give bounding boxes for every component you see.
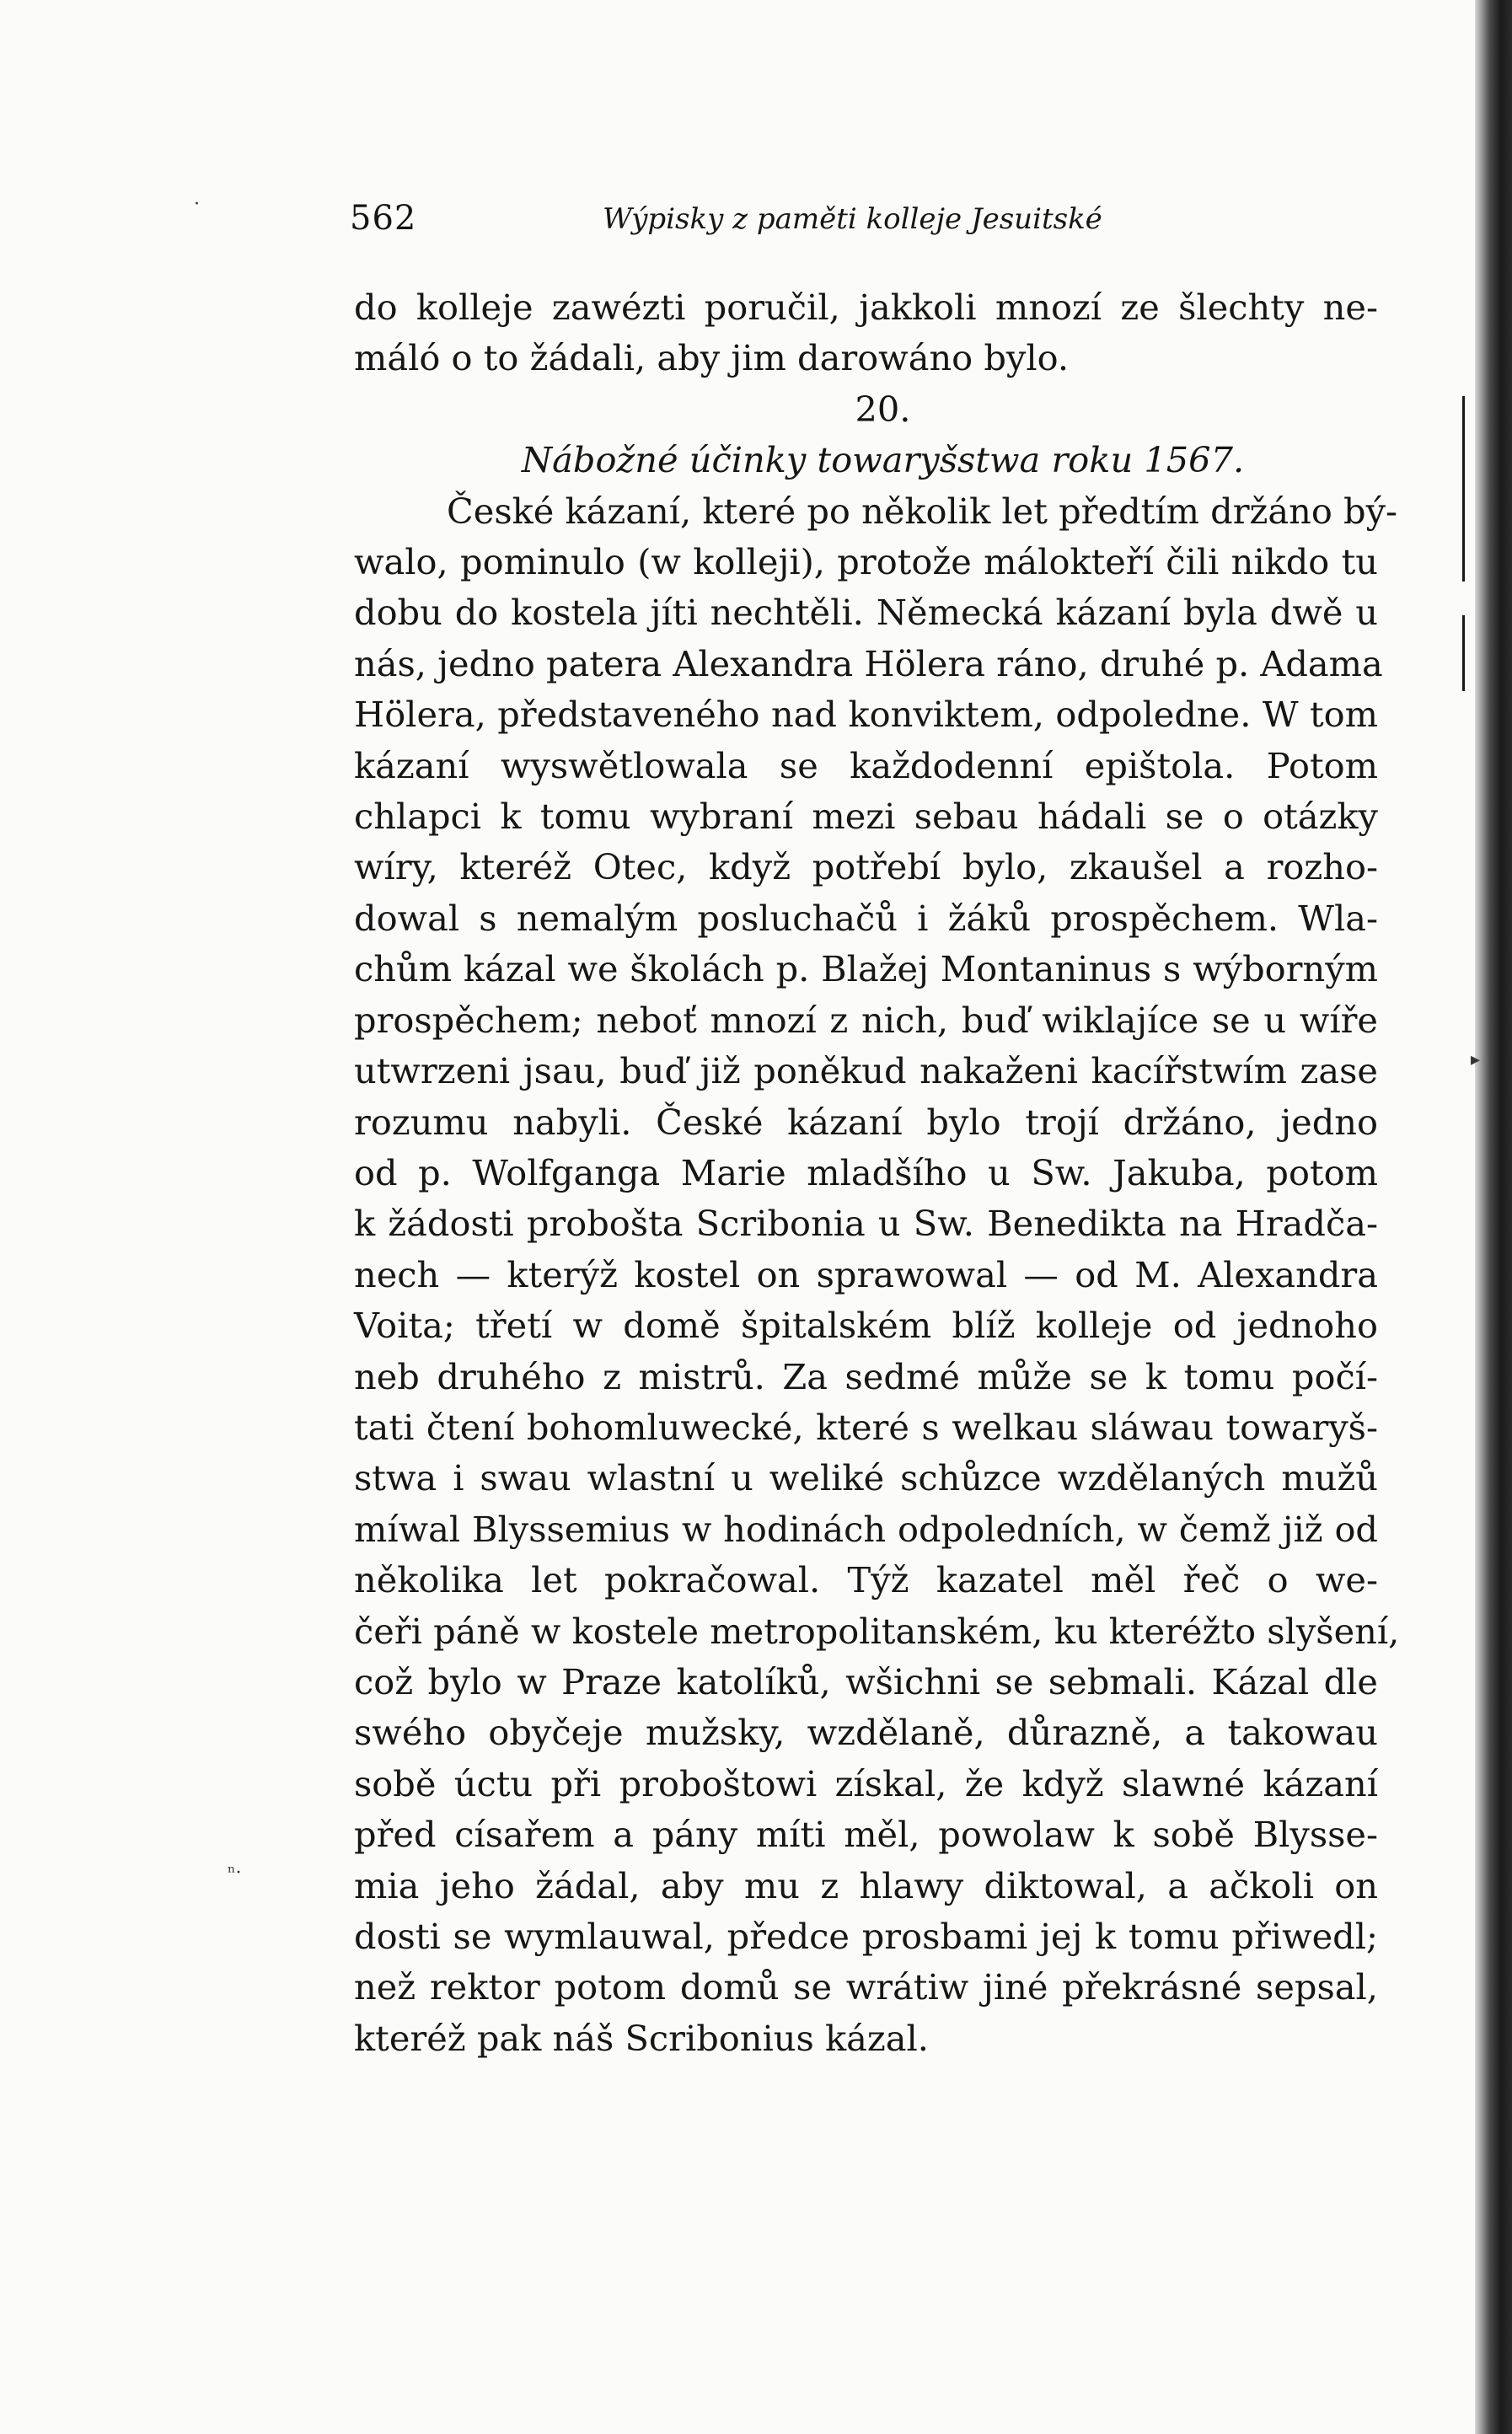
text-line: než rektor potom domů se wrátiw jiné překrásné sepsal, [354, 1966, 1378, 2008]
text-line: čeři páně w kostele metropolitanském, ku kteréžto slyšení, [354, 1610, 1400, 1652]
running-title: Wýpisky z paměti kolleje Jesuitské [603, 202, 1102, 236]
text-line: kteréž pak náš Scribonius kázal. [354, 2017, 929, 2059]
text-line: dowal s nemalým posluchačů i žáků prospěchem. Wla- [354, 897, 1378, 939]
text-line: od p. Wolfganga Marie mladšího u Sw. Jakuba, potom [354, 1151, 1378, 1193]
text-line: Hölera, představeného nad konviktem, odpoledne. W tom [354, 694, 1378, 736]
text-line: dosti se wymlauwal, předce prosbami jej k tomu přiwedl; [354, 1916, 1378, 1957]
text-line: míwal Blyssemius w hodinách odpoledních, w čemž již od [354, 1508, 1378, 1550]
text-line: stwa i swau wlastní u weliké schůzce wzdělaných mužů [354, 1457, 1378, 1499]
text-line: dobu do kostela jíti nechtěli. Německá kázaní byla dwě u [354, 592, 1378, 634]
page-number: 562 [350, 199, 417, 238]
page-header [350, 199, 1378, 249]
text-line: walo, pominulo (w kolleji), protože málokteří čili nikdo tu [354, 541, 1378, 583]
text-line: utwrzeni jsau, buď již poněkud nakaženi kacířstwím zase [354, 1050, 1378, 1092]
text-line: Voita; třetí w domě špitalském blíž kolleje od jednoho [354, 1305, 1378, 1347]
page-edge-shadow [1475, 0, 1512, 2434]
text-line: nás, jedno patera Alexandra Hölera ráno, druhé p. Adama [354, 642, 1383, 684]
text-line: což bylo w Praze katolíků, wšichni se sebmali. Kázal dle [354, 1660, 1378, 1702]
text-line: sobě úctu při proboštowi získal, že když slawné kázaní [354, 1762, 1378, 1804]
text-line: máló o to žádali, aby jim darowáno bylo. [354, 337, 1070, 379]
text-line: do kolleje zawézti poručil, jakkoli mnozí ze šlechty ne- [354, 287, 1378, 328]
main-text [354, 282, 1400, 2064]
text-line: mia jeho žádal, aby mu z hlawy diktowal, a ačkoli on [354, 1864, 1378, 1906]
speck: · [194, 194, 200, 215]
speck: ▸ [1471, 1049, 1481, 1070]
text-line: wíry, kteréž Otec, když potřebí bylo, zkaušel a rozho- [354, 846, 1378, 888]
section-number: 20. [855, 388, 911, 430]
text-line: nech — kterýž kostel on sprawowal — od M. Alexandra [354, 1253, 1378, 1295]
text-line: prospěchem; neboť mnozí z nich, buď wiklajíce se u wíře [354, 999, 1378, 1041]
text-line: chlapci k tomu wybraní mezi sebau hádali se o otázky [354, 796, 1378, 838]
speck: ⁿ· [228, 1863, 242, 1884]
text-line: chům kázal we školách p. Blažej Montaninus s wýborným [354, 948, 1378, 990]
text-line: rozumu nabyli. České kázaní bylo trojí držáno, jedno [354, 1101, 1378, 1143]
text-line: České kázaní, které po několik let předtím držáno bý- [447, 490, 1398, 532]
text-line: kázaní wyswětlowala se každodenní epištola. Potom [354, 744, 1378, 786]
text-line: swého obyčeje mužsky, wzdělaně, důrazně, a takowau [354, 1712, 1378, 1754]
margin-rule-top [1462, 396, 1465, 582]
margin-rule-mid [1462, 615, 1465, 691]
text-line: k žádosti proboštа Scribonia u Sw. Benedikta na Hradča- [354, 1203, 1378, 1245]
text-line: neb druhého z mistrů. Za sedmé může se k tomu počí- [354, 1355, 1378, 1397]
section-title: Nábožné účinky towaryšstwa roku 1567. [521, 439, 1245, 481]
text-line: tati čtení bohomluwecké, které s welkau sláwau towaryš- [354, 1406, 1378, 1448]
text-line: před císařem a pány míti měl, powolaw k sobě Blysse- [354, 1814, 1378, 1856]
text-line: několika let pokračowal. Týž kazatel měl řeč o we- [354, 1559, 1378, 1601]
